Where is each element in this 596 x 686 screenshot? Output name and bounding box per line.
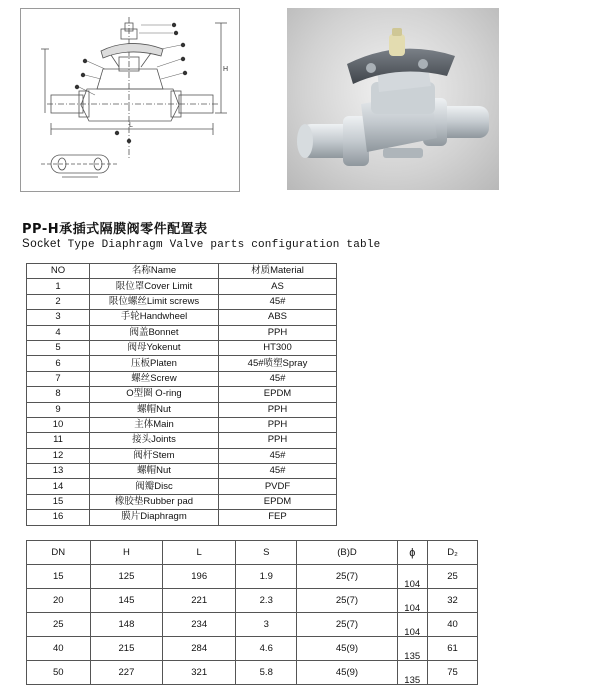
table-row [27,565,478,589]
part-name: 阀盖Bonnet [90,325,219,340]
d2-value: 40 [427,613,477,637]
h-value: 125 [90,565,163,589]
part-material: 45#喷塑Spray [219,356,337,371]
part-name: 阀杆Stem [90,448,219,463]
dn-value: 15 [27,565,91,589]
part-material: 45# [219,448,337,463]
part-name: 限位螺丝Limit screws [90,294,219,309]
part-name: 阀母Yokenut [90,340,219,355]
part-no: 16 [27,510,90,525]
table-row [27,589,478,613]
table-row [27,661,478,685]
technical-drawing [20,8,240,192]
table-row [27,613,478,637]
phi-value: 104 [404,579,421,590]
part-material: PPH [219,402,337,417]
col-header-name: 名称Name [90,264,219,279]
title-en-rest: Type Diaphragm Valve parts configuration table [60,239,381,251]
part-no: 12 [27,448,90,463]
part-material: FEP [219,510,337,525]
col-header-l: L [163,541,236,565]
h-value: 215 [90,637,163,661]
part-material: AS [219,279,337,294]
part-material: 45# [219,294,337,309]
part-material: 45# [219,371,337,386]
part-no: 10 [27,417,90,432]
bd-value: 25(7) [297,589,397,613]
table-title-english [22,238,380,251]
h-value: 148 [90,613,163,637]
h-value: 145 [90,589,163,613]
phi-cell [397,565,427,589]
part-no: 3 [27,310,90,325]
table-row [27,356,337,371]
dimensions-table [26,540,478,685]
part-name: 手轮Handwheel [90,310,219,325]
part-name: 螺帽Nut [90,402,219,417]
col-header-d2: D₂ [427,541,477,565]
part-name: 螺丝Screw [90,371,219,386]
d2-value: 32 [427,589,477,613]
phi-cell [397,661,427,685]
table-row [27,494,337,509]
phi-cell [397,613,427,637]
part-material: PVDF [219,479,337,494]
l-value: 234 [163,613,236,637]
part-name: 压板Platen [90,356,219,371]
l-value: 221 [163,589,236,613]
d2-value: 61 [427,637,477,661]
dn-value: 40 [27,637,91,661]
table-row [27,433,337,448]
part-material: PPH [219,325,337,340]
title-en-first-word: Socket [22,238,61,250]
table-title-chinese: PP-H承插式隔膜阀零件配置表 [22,222,208,237]
part-material: EPDM [219,494,337,509]
parts-header-row [27,264,337,279]
table-row [27,279,337,294]
part-material: 45# [219,464,337,479]
part-no: 8 [27,387,90,402]
s-value: 3 [236,613,297,637]
table-row [27,464,337,479]
table-row [27,510,337,525]
col-header-dn: DN [27,541,91,565]
h-value: 227 [90,661,163,685]
s-value: 4.6 [236,637,297,661]
part-no: 9 [27,402,90,417]
part-no: 15 [27,494,90,509]
dn-value: 25 [27,613,91,637]
col-header-bd: (B)D [297,541,397,565]
part-material: PPH [219,417,337,432]
part-name: 螺帽Nut [90,464,219,479]
table-row [27,294,337,309]
table-row [27,371,337,386]
table-row [27,479,337,494]
table-row [27,387,337,402]
part-name: 膜片Diaphragm [90,510,219,525]
dn-value: 50 [27,661,91,685]
part-no: 4 [27,325,90,340]
table-row [27,637,478,661]
s-value: 5.8 [236,661,297,685]
bd-value: 25(7) [297,565,397,589]
part-no: 14 [27,479,90,494]
length-dim-label: L [129,122,133,129]
part-no: 2 [27,294,90,309]
table-row [27,417,337,432]
bd-value: 45(9) [297,637,397,661]
col-header-h: H [90,541,163,565]
dn-value: 20 [27,589,91,613]
col-header-material: 材质Material [219,264,337,279]
dims-header-row [27,541,478,565]
phi-value: 135 [404,651,421,662]
part-name: 接头Joints [90,433,219,448]
part-name: 阀瓣Disc [90,479,219,494]
table-row [27,402,337,417]
col-header-phi: ɸ [397,541,427,565]
l-value: 284 [163,637,236,661]
part-material: PPH [219,433,337,448]
part-no: 6 [27,356,90,371]
parts-table [26,263,337,526]
part-no: 11 [27,433,90,448]
valve-drawing-svg [21,9,239,191]
d2-value: 25 [427,565,477,589]
phi-cell [397,589,427,613]
s-value: 1.9 [236,565,297,589]
table-row [27,310,337,325]
part-name: 主体Main [90,417,219,432]
valve-photo-svg [287,8,499,190]
table-row [27,340,337,355]
part-no: 13 [27,464,90,479]
col-header-s: S [236,541,297,565]
valve-photo [287,8,499,190]
part-no: 5 [27,340,90,355]
part-no: 7 [27,371,90,386]
bd-value: 25(7) [297,613,397,637]
part-name: 橡胶垫Rubber pad [90,494,219,509]
table-row [27,325,337,340]
part-name: 限位罩Cover Limit [90,279,219,294]
phi-value: 104 [404,627,421,638]
height-dim-label: H [223,66,229,73]
part-material: EPDM [219,387,337,402]
part-material: ABS [219,310,337,325]
bd-value: 45(9) [297,661,397,685]
part-material: HT300 [219,340,337,355]
col-header-no: NO [27,264,90,279]
table-row [27,448,337,463]
l-value: 321 [163,661,236,685]
s-value: 2.3 [236,589,297,613]
part-name: O型圈 O-ring [90,387,219,402]
phi-cell [397,637,427,661]
phi-value: 104 [404,603,421,614]
d2-value: 75 [427,661,477,685]
phi-value: 135 [404,675,421,686]
part-no: 1 [27,279,90,294]
l-value: 196 [163,565,236,589]
